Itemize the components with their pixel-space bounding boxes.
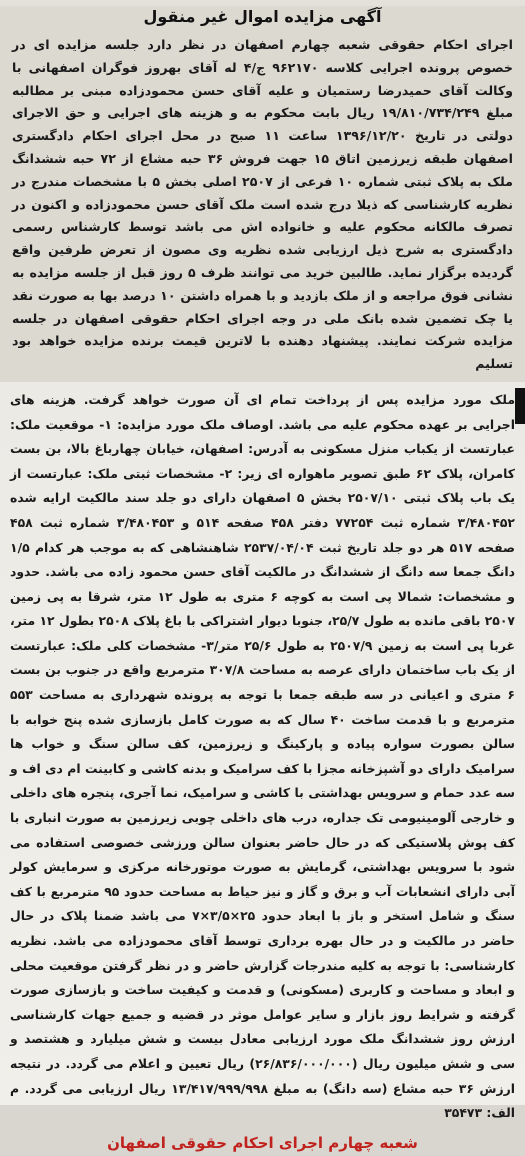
notice-upper-section	[0, 6, 525, 382]
notice-signature: شعبه چهارم اجرای احکام حقوقی اصفهان	[107, 1133, 418, 1152]
notice-upper-paragraph: اجرای احکام حقوقی شعبه چهارم اصفهان در نظر دارد جلسه مزایده ای در خصوص پرونده اجرایی کلاسه ۹۶۲۱۷۰ ج/۴ له آقای بهروز فوگران اصفهانی با وکالت آقای حمیدرضا رستمیان و علیه آقای حسن محمودزاده مبنی بر مطالبه مبلغ ۱۹/۸۱۰/۷۳۴/۲۴۹ ریال بابت محکوم به و هزینه های اجرایی و حق الاجرای دولتی در تاریخ ۱۳۹۶/۱۲/۲۰ ساعت ۱۱ صبح در محل اجرای احکام دادگستری اصفهان طبقه زیرزمین اتاق ۱۵ جهت فروش ۳۶ حبه مشاع از ۷۲ حبه ششدانگ ملک به پلاک ثبتی شماره ۱۰ فرعی از ۲۵۰۷ اصلی بخش ۵ با مشخصات مندرج در نظریه کارشناسی که ذیلا درج شده است ملک آقای حسن محمودزاده و اکنون در تصرف مالکانه محکوم علیه و خانواده اش می باشد توسط کارشناس رسمی دادگستری به شرح ذیل ارزیابی شده نظریه وی مصون از تعرض طرفین واقع گردیده برگزار نماید. طالبین خرید می توانند ظرف ۵ روز قبل از جلسه مزایده به نشانی فوق مراجعه و از ملک بازدید و با همراه داشتن ۱۰ درصد بها به صورت نقد یا چک تضمین شده بانک ملی در وجه اجرای احکام حقوقی اصفهان در جلسه مزایده شرکت نمایند. پیشنهاد دهنده با لاترین قیمت برنده مزایده خواهد بود تسلیم	[12, 37, 513, 372]
notice-title: آگهی مزایده اموال غیر منقول	[143, 7, 382, 26]
notice-lower-paragraph: ملک مورد مزایده پس از پرداخت تمام ای آن صورت خواهد گرفت. هزینه های اجرایی بر عهده محکوم علیه می باشد. اوصاف ملک مورد مزایده: ۱- موقعیت ملک: عبارتست از یکباب منزل مسکونی به آدرس: اصفهان، خیابان چهارباغ بالا، بن بست کامران، پلاک ۶۲ طبق تصویر ماهواره ای زیر: ۲- مشخصات ثبتی ملک: عبارتست از یک باب پلاک ثبتی ۲۵۰۷/۱۰ بخش ۵ اصفهان دارای دو جلد سند مالکیت ارایه شده ۳/۴۸۰۴۵۲ شماره ثبت ۷۷۲۵۴ دفتر ۴۵۸ صفحه ۵۱۴ و ۳/۴۸۰۴۵۳ شماره ثبت ۴۵۸ صفحه ۵۱۷ هر دو جلد تاریخ ثبت ۲۵۳۷/۰۴/۰۴ شاهنشاهی که به موجب هر کدام ۱/۵ دانگ جمعا سه دانگ از ششدانگ در مالکیت آقای حسن محمود زاده می باشد. حدود و مشخصات: شمالا پی است به کوچه ۶ متری به طول ۱۲ متر، شرقا به پی زمین ۲۵۰۷ باقی مانده به طول ۲۵/۷، جنوبا دیوار اشتراکی با باغ پلاک ۲۵۰۸ بطول ۱۲ متر، غربا پی است به زمین ۲۵۰۷/۹ به طول ۲۵/۶ متر/۳- مشخصات کلی ملک: عبارتست از یک باب ساختمان دارای عرصه به مساحت ۳۰۷/۸ مترمربع واقع در جنوب بن بست ۶ متری و اعیانی در سه طبقه جمعا با توجه به پرونده شهرداری به مساحت ۵۵۳ مترمربع و با قدمت ساخت ۴۰ سال که به صورت کامل بازسازی شده پنج خوابه با سالن بصورت سواره پیاده و پارکینگ و زیرزمین، کف سالن سنگ و خواب ها سرامیک دارای دو آشپزخانه مجزا با کف سرامیک و بدنه کاشی و کابینت ام دی اف و سه عدد حمام و سرویس بهداشتی با کاشی و سرامیک، نما آجری، پنجره های داخلی و خارجی آلومینیومی تک جداره، درب های داخلی چوبی زیرزمین به صورت انباری با کف پوش پلاستیکی که در حال حاضر بعنوان سالن ورزشی خصوصی استفاده می شود با سرویس بهداشتی، گرمایش به صورت موتورخانه مرکزی و سرمایش کولر آبی دارای انشعابات آب و برق و گاز و نیز حیاط به مساحت حدود ۹۵ مترمربع با کف سنگ و شامل استخر و باز با ابعاد حدود ۲۵×۳/۵×۷ می باشد ضمنا پلاک در حال حاضر در مالکیت و در حال بهره برداری توسط آقای محمودزاده می باشد. نظریه کارشناسی: با توجه به کلیه مندرجات گزارش حاضر و در نظر گرفتن موقعیت محلی و ابعاد و مساحت و کاربری (مسکونی) و قدمت و کیفیت ساخت و بازسازی صورت گرفته و شرایط روز بازار و سایر عوامل موثر در قضیه و جمیع جهات کارشناسی ارزش روز ششدانگ ملک مورد ارزیابی معادل بیست و شش میلیارد و هشتصد و سی و شش میلیون ریال (۲۶/۸۳۶/۰۰۰/۰۰۰) ریال تعیین و اعلام می گردد. در نتیجه ارزش ۳۶ حبه مشاع (سه دانگ) به مبلغ ۱۳/۴۱۷/۹۹۹/۹۹۸ ریال ارزیابی می گردد. م الف: ۳۵۴۷۳	[10, 391, 516, 1121]
edge-mark-icon	[515, 388, 525, 424]
